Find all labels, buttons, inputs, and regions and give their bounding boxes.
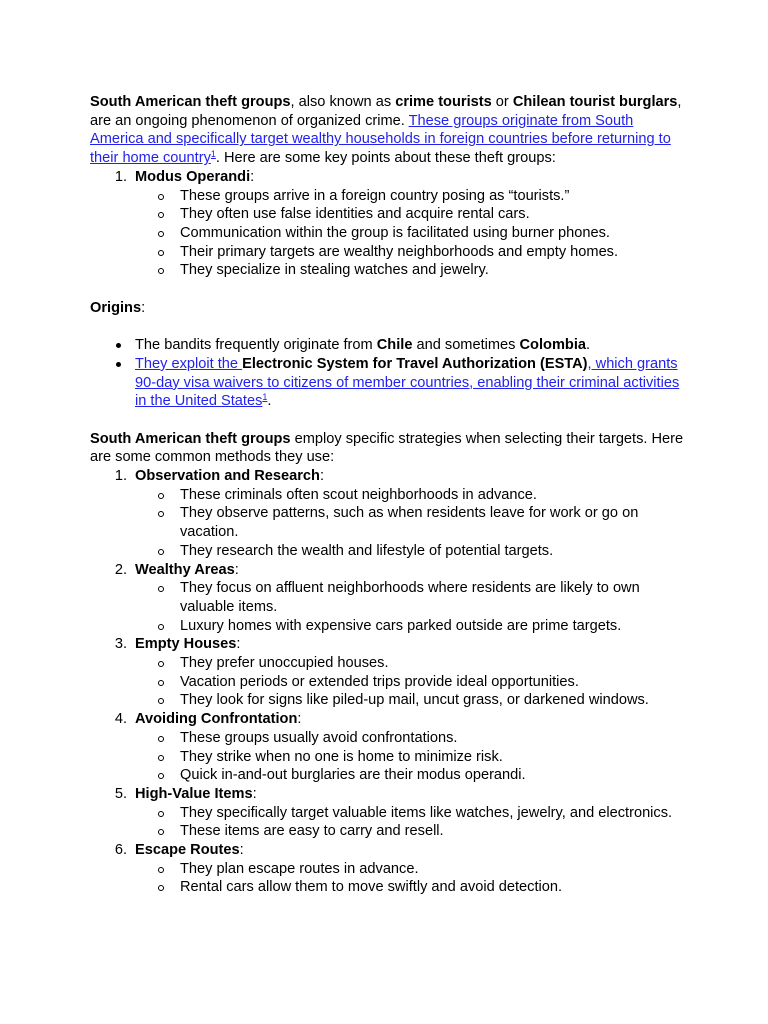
hollow-bullet-icon <box>158 212 164 218</box>
list-item <box>135 766 690 785</box>
hollow-bullet-icon <box>158 549 164 555</box>
method-heading: Wealthy Areas <box>135 561 235 578</box>
hollow-bullet-icon <box>158 268 164 274</box>
heading-colon: : <box>234 561 239 578</box>
hollow-bullet-icon <box>158 493 164 499</box>
list-item-text: Rental cars allow them to move swiftly and avoid detection. <box>180 879 563 896</box>
list-item-text: They plan escape routes in advance. <box>180 860 419 877</box>
intro-bold-3: Chilean tourist burglars <box>512 94 678 110</box>
list-item <box>135 673 690 692</box>
list-item-text: They research the wealth and lifestyle of potential targets. <box>180 542 554 559</box>
list-item <box>135 261 690 280</box>
strategies-bold: South American theft groups <box>90 430 291 447</box>
list-item-text: They specialize in stealing watches and jewelry. <box>180 262 489 279</box>
list-item <box>135 486 690 505</box>
list-item <box>135 187 690 206</box>
method-sublist <box>135 486 690 561</box>
origins-bullet-1 <box>90 336 690 355</box>
list-item-text: These items are easy to carry and resell. <box>180 823 444 840</box>
bullet-bold: Colombia <box>519 337 586 354</box>
hollow-bullet-icon <box>158 194 164 200</box>
intro-text-4: . Here are some key points about these theft groups: <box>215 150 556 167</box>
list-item <box>135 860 690 879</box>
esta-link-start[interactable]: They exploit the <box>135 355 243 372</box>
list-item-text: They observe patterns, such as when residents leave for work or go on vacation. <box>180 505 639 541</box>
origins-heading: Origins <box>90 299 142 316</box>
heading-colon: : <box>141 299 146 316</box>
list-item <box>135 205 690 224</box>
method-sublist <box>135 729 690 785</box>
method-item-escape-routes <box>90 841 690 897</box>
list-number: 1. <box>114 168 127 185</box>
intro-citation-link[interactable]: 1 <box>210 149 216 160</box>
list-item <box>135 804 690 823</box>
heading-colon: : <box>319 468 324 485</box>
method-item-avoiding-confrontation <box>90 710 690 785</box>
strategies-text: employ specific strategies when selecting their targets. Here are some common methods they use: <box>90 430 684 466</box>
hollow-bullet-icon <box>158 867 164 873</box>
origins-bullet-2 <box>90 355 690 411</box>
method-heading: Escape Routes <box>135 842 240 859</box>
esta-citation-link[interactable]: 1 <box>262 392 268 403</box>
modus-list <box>90 168 690 280</box>
hollow-bullet-icon <box>158 250 164 256</box>
hollow-bullet-icon <box>158 829 164 835</box>
hollow-bullet-icon <box>158 661 164 667</box>
list-item-text: They strike when no one is home to minimize risk. <box>180 748 503 765</box>
list-item-text: They often use false identities and acquire rental cars. <box>180 206 530 223</box>
list-item-text: Communication within the group is facilitated using burner phones. <box>180 224 610 241</box>
method-heading: High-Value Items <box>135 785 253 802</box>
list-item <box>135 878 690 897</box>
heading-colon: : <box>297 711 302 728</box>
list-item <box>135 654 690 673</box>
methods-list <box>90 467 690 897</box>
paragraph-spacer <box>90 317 690 336</box>
method-sublist <box>135 579 690 635</box>
method-item-high-value-items <box>90 785 690 841</box>
method-heading: Avoiding Confrontation <box>135 711 298 728</box>
method-item-empty-houses <box>90 635 690 710</box>
heading-colon: : <box>250 168 255 185</box>
hollow-bullet-icon <box>158 680 164 686</box>
method-sublist <box>135 860 690 897</box>
heading-colon: : <box>252 785 257 802</box>
bullet-text: The bandits frequently originate from <box>135 337 377 354</box>
list-item-text: They focus on affluent neighborhoods where residents are likely to own valuable items. <box>180 580 640 615</box>
method-heading: Observation and Research <box>135 468 320 485</box>
list-item <box>135 748 690 767</box>
paragraph-spacer <box>90 280 690 299</box>
paragraph-spacer <box>90 411 690 430</box>
list-item <box>135 822 690 841</box>
intro-paragraph <box>90 93 690 168</box>
list-item-text: These groups usually avoid confrontations. <box>180 729 458 746</box>
esta-link-end[interactable]: , which grants 90-day visa waivers to citizens of member countries, enabling their criminal activities in the United States <box>135 355 680 410</box>
bullet-text: and sometimes <box>412 337 520 354</box>
modus-list-item <box>90 168 690 280</box>
list-item <box>135 542 690 561</box>
modus-heading: Modus Operandi <box>135 168 251 185</box>
list-item <box>135 243 690 262</box>
hollow-bullet-icon <box>158 586 164 592</box>
intro-bold-2: crime tourists <box>395 94 492 110</box>
hollow-bullet-icon <box>158 231 164 237</box>
list-item <box>135 617 690 636</box>
list-number: 4. <box>114 711 127 728</box>
list-item <box>135 579 690 616</box>
hollow-bullet-icon <box>158 755 164 761</box>
method-sublist <box>135 654 690 710</box>
hollow-bullet-icon <box>158 885 164 891</box>
method-heading: Empty Houses <box>135 636 237 653</box>
list-item <box>135 729 690 748</box>
origins-list <box>90 336 690 411</box>
list-item-text: They specifically target valuable items like watches, jewelry, and electronics. <box>180 804 673 821</box>
list-item-text: Quick in-and-out burglaries are their modus operandi. <box>180 767 526 784</box>
origins-heading-paragraph <box>90 299 690 318</box>
list-item <box>135 224 690 243</box>
list-item <box>135 504 690 541</box>
list-item-text: They look for signs like piled-up mail, uncut grass, or darkened windows. <box>180 692 649 709</box>
hollow-bullet-icon <box>158 736 164 742</box>
modus-sublist <box>135 187 690 281</box>
list-item-text: These groups arrive in a foreign country posing as “tourists.” <box>180 187 570 204</box>
list-item <box>135 691 690 710</box>
method-item-wealthy-areas <box>90 561 690 636</box>
esta-bold: Electronic System for Travel Authorization (ESTA) <box>242 355 588 372</box>
list-number: 6. <box>114 842 127 859</box>
intro-text-1: , also known as <box>290 94 396 110</box>
list-number: 3. <box>114 636 127 653</box>
hollow-bullet-icon <box>158 773 164 779</box>
list-item-text: Vacation periods or extended trips provide ideal opportunities. <box>180 673 579 690</box>
document-page <box>90 93 690 897</box>
intro-source-link[interactable]: These groups originate from South America and specifically target wealthy households in foreign countries before returning to their home country <box>90 112 671 167</box>
list-item-text: Luxury homes with expensive cars parked outside are prime targets. <box>180 617 622 634</box>
bullet-icon <box>116 362 121 367</box>
hollow-bullet-icon <box>158 811 164 817</box>
hollow-bullet-icon <box>158 624 164 630</box>
bullet-text: . <box>586 337 591 354</box>
method-item-observation <box>90 467 690 561</box>
intro-bold-1: South American theft groups <box>90 94 291 110</box>
intro-text-2: or <box>491 94 513 110</box>
heading-colon: : <box>236 636 241 653</box>
bullet-text: . <box>267 393 272 410</box>
bullet-icon <box>116 343 121 348</box>
hollow-bullet-icon <box>158 511 164 517</box>
strategies-paragraph <box>90 430 690 467</box>
bullet-bold: Chile <box>376 337 413 354</box>
list-number: 2. <box>114 561 127 578</box>
method-sublist <box>135 804 690 841</box>
list-item-text: Their primary targets are wealthy neighborhoods and empty homes. <box>180 243 619 260</box>
intro-text-3: , are an ongoing phenomenon of organized crime. <box>90 94 682 129</box>
hollow-bullet-icon <box>158 698 164 704</box>
heading-colon: : <box>239 842 244 859</box>
list-number: 5. <box>114 785 127 802</box>
list-item-text: These criminals often scout neighborhoods in advance. <box>180 486 537 503</box>
list-number: 1. <box>114 468 127 485</box>
list-item-text: They prefer unoccupied houses. <box>180 655 389 672</box>
